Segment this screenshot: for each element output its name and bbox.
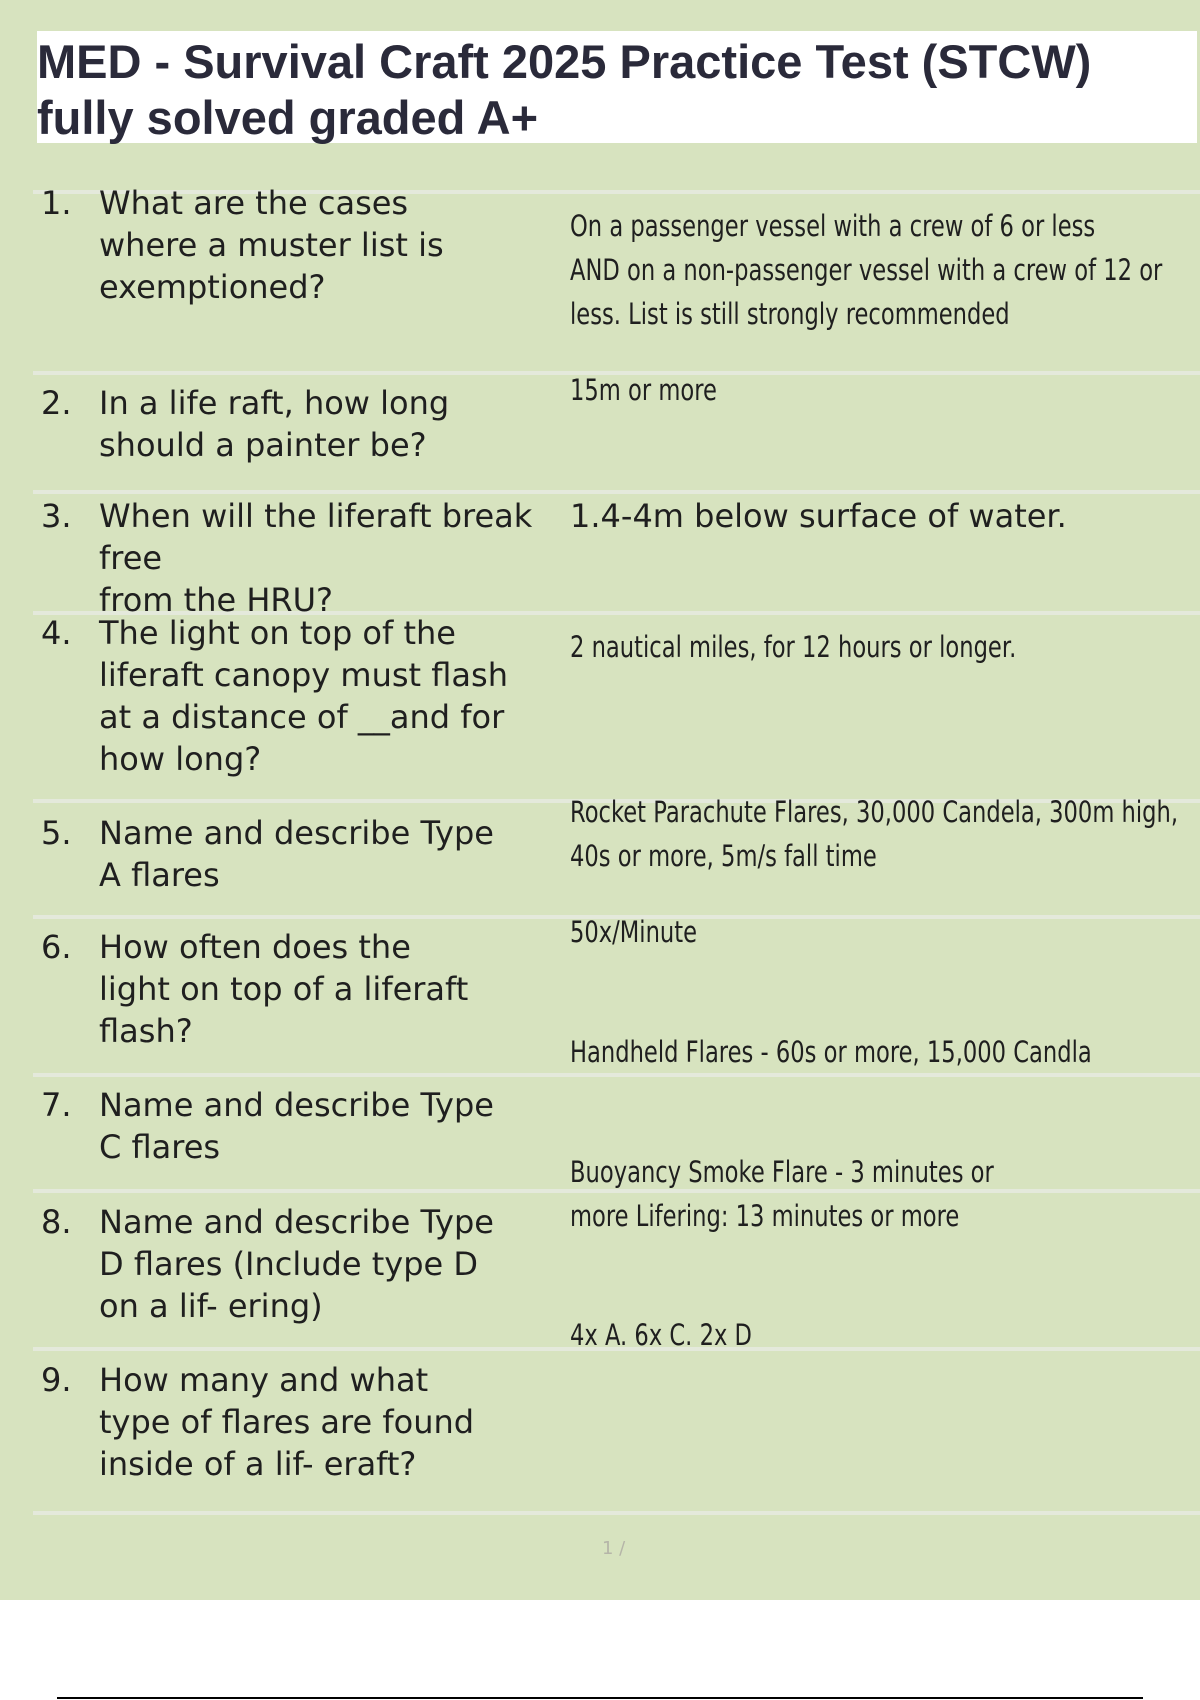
question-line: where a muster list is bbox=[99, 226, 444, 264]
answer-line: Handheld Flares - 60s or more, 15,000 Candla bbox=[570, 1035, 1092, 1069]
question-line: When will the liferaft break free bbox=[99, 497, 533, 577]
question-line: flash? bbox=[99, 1012, 193, 1050]
footer-divider bbox=[57, 1697, 1143, 1699]
question-line: Name and describe Type bbox=[99, 1203, 494, 1241]
question-line: What are the cases bbox=[99, 184, 409, 222]
question-line: In a life raft, how long bbox=[99, 384, 450, 422]
question-text bbox=[99, 926, 569, 1052]
title-line-1: MED - Survival Craft 2025 Practice Test (STCW) bbox=[37, 35, 1092, 88]
answer-line: 40s or more, 5m/s fall time bbox=[570, 839, 877, 873]
question-line: type of flares are found bbox=[99, 1403, 475, 1441]
answer-line: 1.4-4m below surface of water. bbox=[570, 497, 1067, 535]
question-number: 5. bbox=[41, 814, 72, 852]
question-text bbox=[99, 495, 569, 621]
answer-text bbox=[570, 910, 697, 954]
answer-text bbox=[570, 790, 1178, 878]
question-line: from the HRU? bbox=[99, 581, 334, 619]
answer-text bbox=[570, 625, 1016, 669]
answer-line: Buoyancy Smoke Flare - 3 minutes or bbox=[570, 1155, 994, 1189]
question-number: 2. bbox=[41, 384, 72, 422]
question-line: D flares (Include type D bbox=[99, 1245, 478, 1283]
question-number: 4. bbox=[41, 614, 72, 652]
question-number: 1. bbox=[41, 184, 72, 222]
question-text bbox=[99, 612, 569, 780]
question-number: 6. bbox=[41, 928, 72, 966]
question-text bbox=[99, 382, 569, 466]
question-line: A flares bbox=[99, 856, 220, 894]
question-text bbox=[99, 812, 569, 896]
question-line: The light on top of the bbox=[99, 614, 456, 652]
question-line: at a distance of __and for bbox=[99, 698, 505, 736]
answer-text bbox=[570, 368, 717, 412]
question-line: How often does the bbox=[99, 928, 411, 966]
answer-line: more Lifering: 13 minutes or more bbox=[570, 1199, 960, 1233]
question-text bbox=[99, 182, 569, 308]
question-number: 3. bbox=[41, 497, 72, 535]
question-line: How many and what bbox=[99, 1361, 429, 1399]
answer-line: Rocket Parachute Flares, 30,000 Candela, 300m high, bbox=[570, 795, 1179, 829]
question-text bbox=[99, 1201, 569, 1327]
page-title bbox=[37, 34, 1187, 146]
answer-line: AND on a non-passenger vessel with a crew of 12 or bbox=[570, 253, 1163, 287]
question-number: 7. bbox=[41, 1086, 72, 1124]
answer-text bbox=[570, 1030, 1092, 1074]
answer-text bbox=[570, 495, 1067, 537]
question-line: how long? bbox=[99, 740, 262, 778]
row-divider bbox=[33, 490, 1200, 494]
question-line: light on top of a liferaft bbox=[99, 970, 469, 1008]
question-line: C flares bbox=[99, 1128, 221, 1166]
question-line: inside of a lif- eraft? bbox=[99, 1445, 417, 1483]
answer-text bbox=[570, 1313, 752, 1357]
answer-text bbox=[570, 204, 1162, 336]
answer-line: 4x A. 6x C. 2x D bbox=[570, 1318, 752, 1352]
row-divider bbox=[33, 1511, 1200, 1515]
answer-line: 50x/Minute bbox=[570, 915, 698, 949]
answer-text bbox=[570, 1150, 994, 1238]
question-line: exemptioned? bbox=[99, 268, 326, 306]
question-line: on a lif- ering) bbox=[99, 1287, 323, 1325]
answer-line: less. List is still strongly recommended bbox=[570, 297, 1010, 331]
page-number: 1 / bbox=[602, 1538, 626, 1559]
answer-line: 2 nautical miles, for 12 hours or longer. bbox=[570, 630, 1017, 664]
question-number: 8. bbox=[41, 1203, 72, 1241]
question-line: should a painter be? bbox=[99, 426, 427, 464]
question-text bbox=[99, 1084, 569, 1168]
title-line-2: fully solved graded A+ bbox=[37, 91, 539, 144]
answer-line: On a passenger vessel with a crew of 6 or less bbox=[570, 209, 1096, 243]
question-line: liferaft canopy must flash bbox=[99, 656, 508, 694]
question-line: Name and describe Type bbox=[99, 814, 494, 852]
question-number: 9. bbox=[41, 1361, 72, 1399]
question-line: Name and describe Type bbox=[99, 1086, 494, 1124]
answer-line: 15m or more bbox=[570, 373, 717, 407]
question-text bbox=[99, 1359, 569, 1485]
